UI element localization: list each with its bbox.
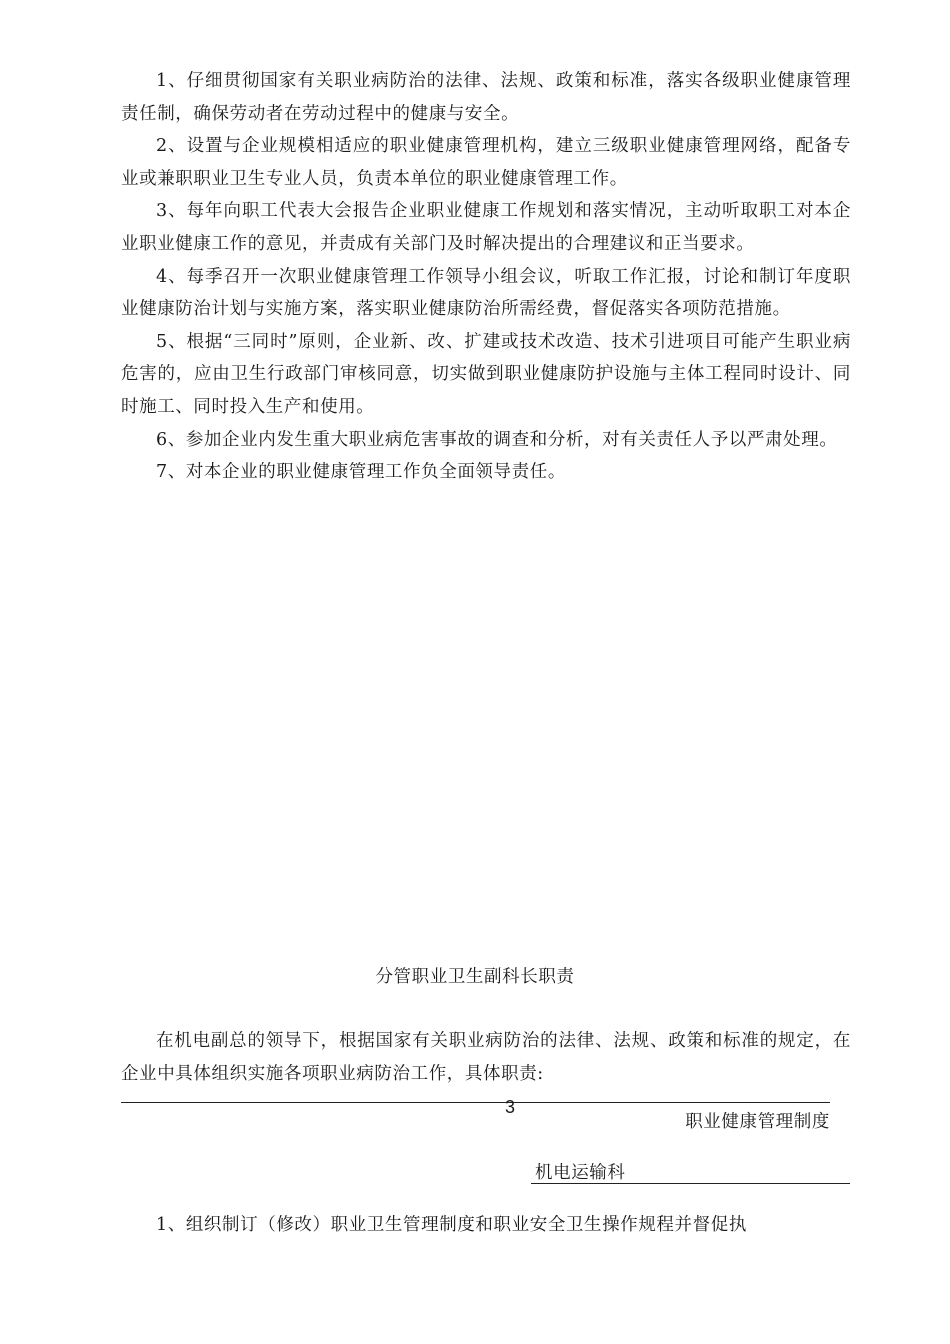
duties-list [121, 65, 851, 489]
duty-item-4: 4、每季召开一次职业健康管理工作领导小组会议，听取工作汇报，讨论和制订年度职业健康防治计划与实施方案，落实职业健康防治所需经费，督促落实各项防范措施。 [121, 266, 851, 320]
page-number: 3 [504, 1097, 515, 1117]
duty-item-5: 5、根据“三同时”原则，企业新、改、扩建或技术改造、技术引进项目可能产生职业病危害的，应由卫生行政部门审核同意，切实做到职业健康防护设施与主体工程同时设计、同时施工、同时投入生产和使用。 [121, 331, 851, 417]
duty-item-1: 1、仔细贯彻国家有关职业病防治的法律、法规、政策和标准，落实各级职业健康管理责任制，确保劳动者在劳动过程中的健康与安全。 [121, 71, 851, 124]
header-doc-title: 职业健康管理制度 [685, 1112, 830, 1132]
section-title: 分管职业卫生副科长职责 [375, 967, 575, 987]
section-intro: 在机电副总的领导下，根据国家有关职业病防治的法律、法规、政策和标准的规定，在企业中具体组织实施各项职业病防治工作，具体职责: [121, 1031, 851, 1084]
duty-item-3: 3、每年向职工代表大会报告企业职业健康工作规划和落实情况，主动听取职工对本企业职业健康工作的意见，并责成有关部门及时解决提出的合理建议和正当要求。 [121, 201, 851, 254]
duty-item-6: 6、参加企业内发生重大职业病危害事故的调查和分析，对有关责任人予以严肃处理。 [156, 429, 838, 450]
duty-item-7: 7、对本企业的职业健康管理工作负全面领导责任。 [156, 462, 566, 483]
next-page-text-block [121, 1209, 851, 1242]
header-divider [531, 1183, 850, 1184]
next-page-first-line: 1、组织制订（修改）职业卫生管理制度和职业安全卫生操作规程并督促执 [156, 1215, 747, 1235]
duty-item-2: 2、设置与企业规模相适应的职业健康管理机构，建立三级职业健康管理网络，配备专业或兼职职业卫生专业人员，负责本单位的职业健康管理工作。 [121, 136, 851, 189]
section-intro-block [121, 1025, 851, 1090]
header-department: 机电运输科 [535, 1163, 626, 1183]
